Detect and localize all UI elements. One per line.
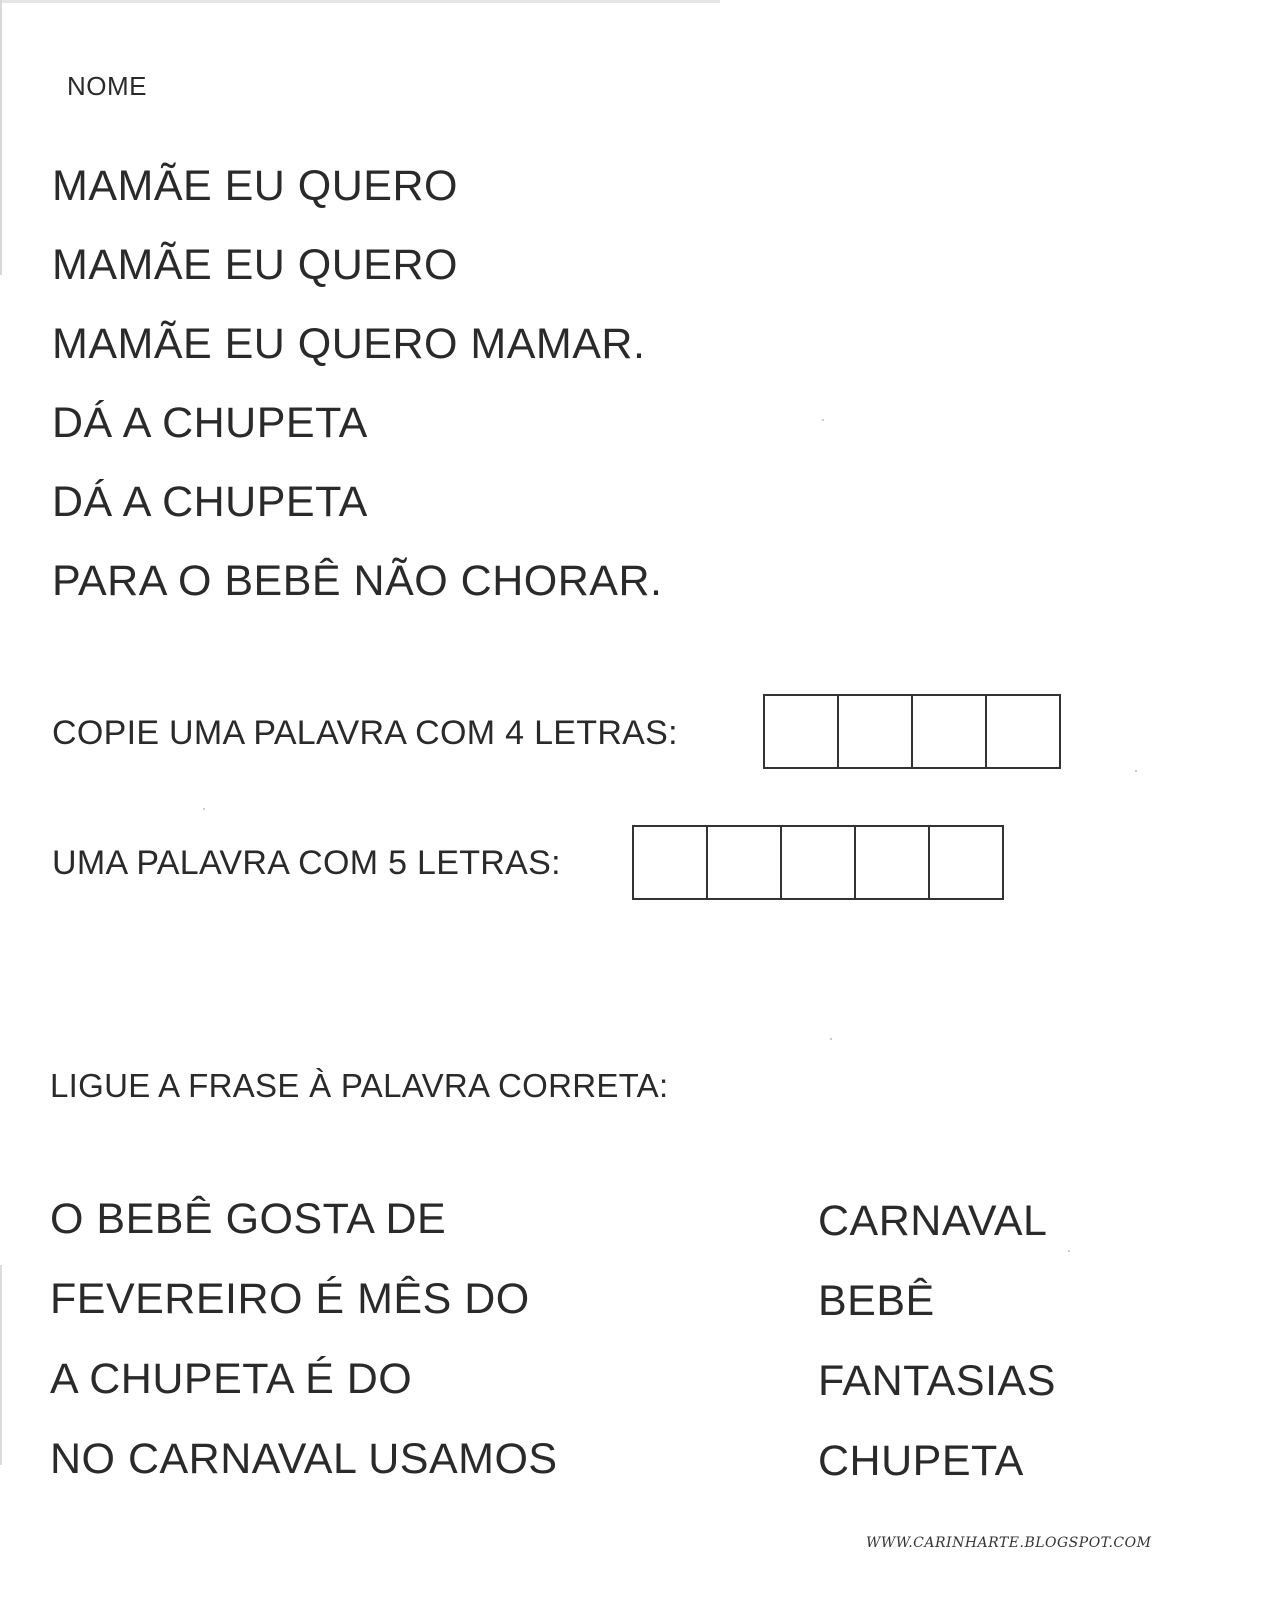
four-letter-boxes: [763, 694, 1061, 769]
footer-url: WWW.CARINHARTE.BLOGSPOT.COM: [866, 1535, 1152, 1551]
word-item: CARNAVAL: [818, 1197, 1048, 1245]
name-label: NOME: [67, 71, 147, 101]
letter-box[interactable]: [930, 827, 1004, 898]
word-item: FANTASIAS: [818, 1357, 1056, 1405]
poem-line: DÁ A CHUPETA: [52, 399, 368, 447]
letter-box[interactable]: [987, 696, 1061, 767]
scan-speck: [830, 1038, 832, 1040]
poem-line: MAMÃE EU QUERO MAMAR.: [52, 320, 646, 368]
scan-edge-left: [0, 0, 2, 275]
copy-five-letters-prompt: UMA PALAVRA COM 5 LETRAS:: [52, 844, 561, 882]
phrase-item: O BEBÊ GOSTA DE: [50, 1195, 447, 1243]
poem: [52, 160, 662, 634]
letter-box[interactable]: [782, 827, 856, 898]
scan-speck: [822, 419, 824, 421]
letter-box[interactable]: [634, 827, 708, 898]
letter-box[interactable]: [839, 696, 913, 767]
poem-line: PARA O BEBÊ NÃO CHORAR.: [52, 557, 663, 605]
scan-speck: [1135, 770, 1137, 772]
poem-line: MAMÃE EU QUERO: [52, 162, 458, 210]
poem-line: MAMÃE EU QUERO: [52, 241, 458, 289]
scan-edge-top: [0, 0, 720, 3]
scan-speck: [1068, 1250, 1070, 1252]
poem-line: DÁ A CHUPETA: [52, 478, 368, 526]
scan-speck: [203, 808, 205, 810]
word-item: BEBÊ: [818, 1277, 935, 1325]
scan-edge-left-lower: [0, 1265, 2, 1465]
word-item: CHUPETA: [818, 1437, 1024, 1485]
phrase-list: [50, 1193, 558, 1513]
letter-box[interactable]: [708, 827, 782, 898]
letter-box[interactable]: [913, 696, 987, 767]
link-exercise-title: LIGUE A FRASE À PALAVRA CORRETA:: [50, 1067, 669, 1104]
copy-four-letters-prompt: COPIE UMA PALAVRA COM 4 LETRAS:: [52, 714, 678, 752]
phrase-item: A CHUPETA É DO: [50, 1355, 413, 1403]
letter-box[interactable]: [856, 827, 930, 898]
phrase-item: NO CARNAVAL USAMOS: [50, 1435, 558, 1483]
word-list: [818, 1195, 1056, 1515]
phrase-item: FEVEREIRO É MÊS DO: [50, 1275, 530, 1323]
five-letter-boxes: [632, 825, 1004, 900]
letter-box[interactable]: [765, 696, 839, 767]
